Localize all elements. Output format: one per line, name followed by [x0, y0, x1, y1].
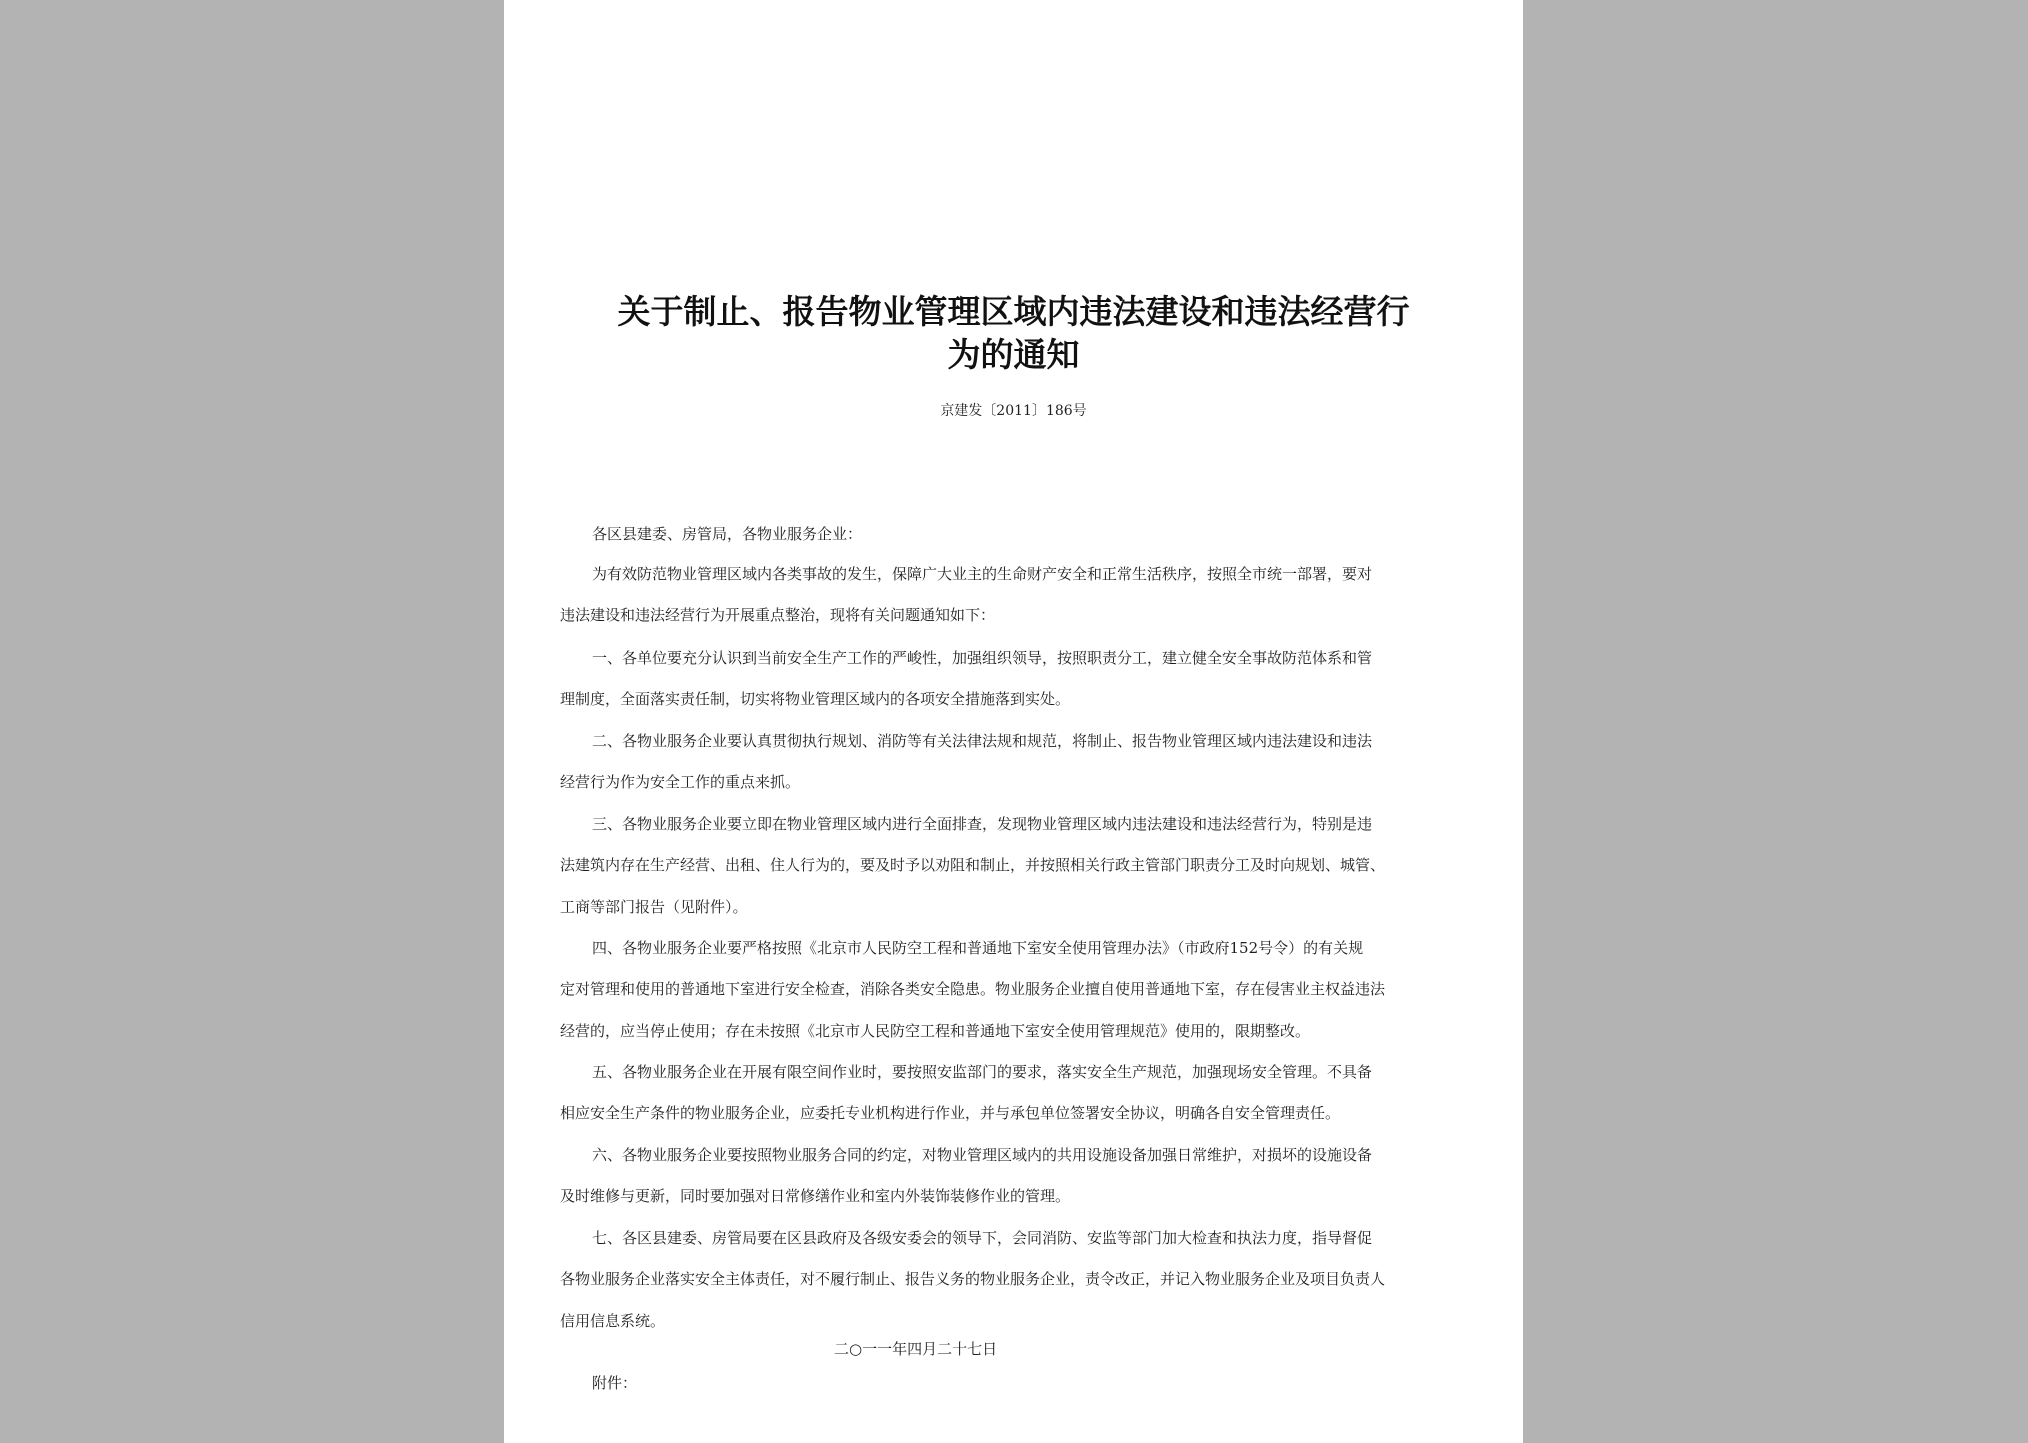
paragraph-item-4 [560, 928, 1470, 1052]
paragraph-line: 一、各单位要充分认识到当前安全生产工作的严峻性，加强组织领导，按照职责分工，建立健全安全事故防范体系和管 [592, 649, 1373, 667]
document-page [504, 0, 1523, 1443]
paragraph-line: 六、各物业服务企业要按照物业服务合同的约定，对物业管理区域内的共用设施设备加强日常维护，对损坏的设施设备 [592, 1146, 1373, 1164]
paragraph-intro [560, 554, 1470, 637]
document-number: 京建发〔2011〕186号 [940, 403, 1087, 419]
paragraph-line: 四、各物业服务企业要严格按照《北京市人民防空工程和普通地下室安全使用管理办法》（市政府152号令）的有关规 [592, 939, 1364, 957]
paragraph-line: 三、各物业服务企业要立即在物业管理区域内进行全面排查，发现物业管理区域内违法建设和违法经营行为，特别是违 [592, 815, 1373, 833]
paragraph-item-3 [560, 804, 1470, 928]
paragraph-line: 信用信息系统。 [560, 1311, 666, 1330]
title-line-1: 关于制止、报告物业管理区域内违法建设和违法经营行 [617, 292, 1410, 331]
paragraph-line: 五、各物业服务企业在开展有限空间作业时，要按照安监部门的要求，落实安全生产规范，加强现场安全管理。不具备 [592, 1063, 1373, 1081]
paragraph-item-6 [560, 1135, 1470, 1218]
attachment-label: 附件： [592, 1374, 638, 1392]
paragraph-line: 理制度，全面落实责任制，切实将物业管理区域内的各项安全措施落到实处。 [560, 690, 1071, 709]
salutation: 各区县建委、房管局，各物业服务企业： [592, 525, 863, 543]
paragraph-line: 法建筑内存在生产经营、出租、住人行为的，要及时予以劝阻和制止，并按照相关行政主管部门职责分工及时向规划、城管、 [560, 856, 1386, 875]
paragraph-line: 定对管理和使用的普通地下室进行安全检查，消除各类安全隐患。物业服务企业擅自使用普通地下室，存在侵害业主权益违法 [560, 980, 1386, 999]
paragraph-item-1 [560, 638, 1470, 721]
paragraph-line: 相应安全生产条件的物业服务企业，应委托专业机构进行作业，并与承包单位签署安全协议，明确各自安全管理责任。 [560, 1104, 1341, 1123]
paragraph-item-2 [560, 721, 1470, 804]
paragraph-line: 为有效防范物业管理区域内各类事故的发生，保障广大业主的生命财产安全和正常生活秩序，按照全市统一部署，要对 [592, 565, 1373, 583]
paragraph-item-7 [560, 1218, 1470, 1342]
paragraph-line: 违法建设和违法经营行为开展重点整治，现将有关问题通知如下： [560, 606, 996, 625]
paragraph-line: 二、各物业服务企业要认真贯彻执行规划、消防等有关法律法规和规范，将制止、报告物业管理区域内违法建设和违法 [592, 732, 1373, 750]
paragraph-line: 经营行为作为安全工作的重点来抓。 [560, 773, 801, 792]
title-line-2: 为的通知 [947, 335, 1080, 374]
paragraph-item-5 [560, 1052, 1470, 1135]
paragraph-line: 各物业服务企业落实安全主体责任，对不履行制止、报告义务的物业服务企业，责令改正，并记入物业服务企业及项目负责人 [560, 1270, 1386, 1289]
document-date: 二○一一年四月二十七日 [834, 1340, 998, 1358]
document-title [504, 290, 1523, 376]
paragraph-line: 七、各区县建委、房管局要在区县政府及各级安委会的领导下，会同消防、安监等部门加大检查和执法力度，指导督促 [592, 1229, 1373, 1247]
paragraph-line: 工商等部门报告（见附件）。 [560, 897, 748, 916]
paragraph-line: 经营的，应当停止使用；存在未按照《北京市人民防空工程和普通地下室安全使用管理规范》使用的，限期整改。 [560, 1021, 1311, 1040]
paragraph-line: 及时维修与更新，同时要加强对日常修缮作业和室内外装饰装修作业的管理。 [560, 1187, 1071, 1206]
